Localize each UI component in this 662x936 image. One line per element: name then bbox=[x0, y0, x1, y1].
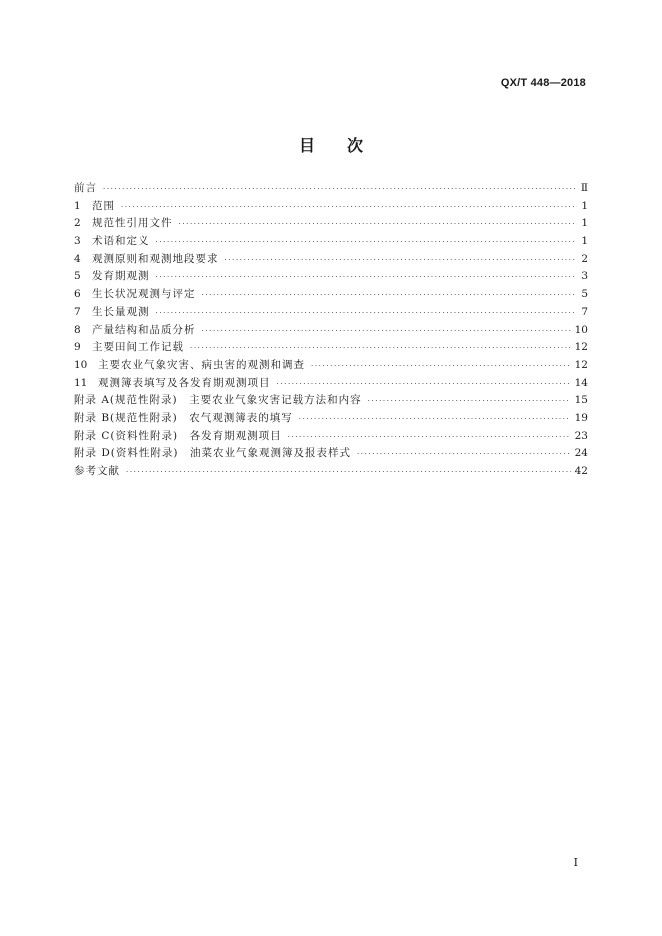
toc-entry-text: 生长状况观测与评定 bbox=[92, 288, 196, 301]
toc-entry-4[interactable] bbox=[74, 251, 588, 269]
toc-entry-appendix-d[interactable] bbox=[74, 445, 588, 463]
toc-entry-page: 7 bbox=[581, 305, 588, 318]
page-title bbox=[0, 133, 662, 156]
toc-leader bbox=[277, 376, 571, 394]
toc-entry-text: 观测簿表填写及各发育期观测项目 bbox=[98, 376, 271, 389]
toc-entry-text: 规范性引用文件 bbox=[92, 217, 173, 230]
toc-entry-2[interactable] bbox=[74, 215, 588, 233]
toc-entry-page: Ⅱ bbox=[580, 182, 588, 194]
toc-entry-text: 观测原则和观测地段要求 bbox=[92, 252, 219, 265]
toc-entry-3[interactable] bbox=[74, 233, 588, 251]
toc-leader bbox=[126, 464, 571, 482]
toc-entry-text: 附录 C(资料性附录) 各发育期观测项目 bbox=[74, 429, 282, 442]
toc-leader bbox=[368, 393, 571, 411]
toc-entry-number: 5 bbox=[74, 270, 81, 283]
toc-entry-references[interactable] bbox=[74, 463, 588, 481]
toc-leader bbox=[156, 305, 578, 323]
toc-entry-11[interactable] bbox=[74, 375, 588, 393]
toc-entry-page: 19 bbox=[574, 411, 588, 424]
toc-entry-page: 1 bbox=[581, 235, 588, 248]
toc-entry-text: 产量结构和品质分析 bbox=[92, 323, 196, 336]
toc-leader bbox=[103, 181, 577, 199]
toc-leader bbox=[299, 411, 571, 429]
toc-entry-text: 主要田间工作记载 bbox=[92, 341, 184, 354]
toc-entry-page: 2 bbox=[581, 252, 588, 265]
toc-entry-6[interactable] bbox=[74, 286, 588, 304]
page-title-part2: 次 bbox=[347, 136, 364, 155]
toc-entry-number: 9 bbox=[74, 341, 81, 354]
toc-entry-number: 4 bbox=[74, 252, 81, 265]
toc-entry-page: 1 bbox=[581, 199, 588, 212]
toc-entry-number: 2 bbox=[74, 217, 81, 230]
toc-entry-page: 24 bbox=[574, 447, 588, 460]
toc-entry-page: 3 bbox=[581, 270, 588, 283]
toc-entry-text: 前言 bbox=[74, 182, 97, 194]
toc-entry-number: 8 bbox=[74, 323, 81, 336]
toc-leader bbox=[179, 216, 578, 234]
toc-leader bbox=[121, 199, 577, 217]
toc-leader bbox=[156, 269, 578, 287]
toc-entry-page: 23 bbox=[574, 429, 588, 442]
toc-leader bbox=[190, 340, 571, 358]
page-title-part1: 目 bbox=[298, 136, 315, 155]
toc-leader bbox=[311, 358, 571, 376]
toc-entry-number: 1 bbox=[74, 199, 81, 212]
toc-entry-number: 11 bbox=[74, 376, 88, 389]
toc-entry-text: 生长量观测 bbox=[92, 305, 150, 318]
toc-leader bbox=[156, 234, 578, 252]
toc-entry-page: 12 bbox=[574, 358, 588, 371]
toc-entry-page: 1 bbox=[581, 217, 588, 230]
toc-leader bbox=[225, 252, 578, 270]
toc-entry-number: 7 bbox=[74, 305, 81, 318]
toc-entry-1[interactable] bbox=[74, 198, 588, 216]
toc-entry-appendix-b[interactable] bbox=[74, 410, 588, 428]
toc-entry-text: 参考文献 bbox=[74, 465, 120, 477]
toc-leader bbox=[202, 323, 571, 341]
toc-entry-text: 术语和定义 bbox=[92, 235, 150, 248]
toc-leader bbox=[357, 446, 571, 464]
toc-entry-page: 12 bbox=[574, 341, 588, 354]
toc-leader bbox=[288, 429, 571, 447]
toc-entry-text: 附录 A(规范性附录) 主要农业气象灾害记载方法和内容 bbox=[74, 394, 362, 407]
toc-entry-7[interactable] bbox=[74, 304, 588, 322]
standard-code: QX/T 448—2018 bbox=[500, 77, 586, 89]
toc-entry-page: 14 bbox=[574, 376, 588, 389]
toc-entry-text: 附录 D(资料性附录) 油菜农业气象观测簿及报表样式 bbox=[74, 447, 351, 460]
toc-entry-10[interactable] bbox=[74, 357, 588, 375]
table-of-contents bbox=[74, 180, 588, 481]
toc-entry-foreword[interactable] bbox=[74, 180, 588, 198]
toc-entry-text: 发育期观测 bbox=[92, 270, 150, 283]
toc-entry-number: 6 bbox=[74, 288, 81, 301]
toc-entry-text: 附录 B(规范性附录) 农气观测簿表的填写 bbox=[74, 411, 293, 424]
toc-entry-page: 10 bbox=[574, 323, 588, 336]
toc-entry-page: 5 bbox=[581, 288, 588, 301]
toc-leader bbox=[202, 287, 578, 305]
toc-entry-8[interactable] bbox=[74, 322, 588, 340]
toc-entry-9[interactable] bbox=[74, 339, 588, 357]
toc-entry-text: 范围 bbox=[92, 199, 115, 212]
toc-entry-page: 15 bbox=[574, 394, 588, 407]
toc-entry-text: 主要农业气象灾害、病虫害的观测和调查 bbox=[98, 358, 305, 371]
toc-entry-appendix-a[interactable] bbox=[74, 392, 588, 410]
page-number: Ⅰ bbox=[573, 856, 578, 869]
toc-entry-number: 10 bbox=[74, 358, 88, 371]
toc-entry-appendix-c[interactable] bbox=[74, 428, 588, 446]
toc-entry-page: 42 bbox=[574, 465, 588, 477]
toc-entry-number: 3 bbox=[74, 235, 81, 248]
toc-entry-5[interactable] bbox=[74, 268, 588, 286]
